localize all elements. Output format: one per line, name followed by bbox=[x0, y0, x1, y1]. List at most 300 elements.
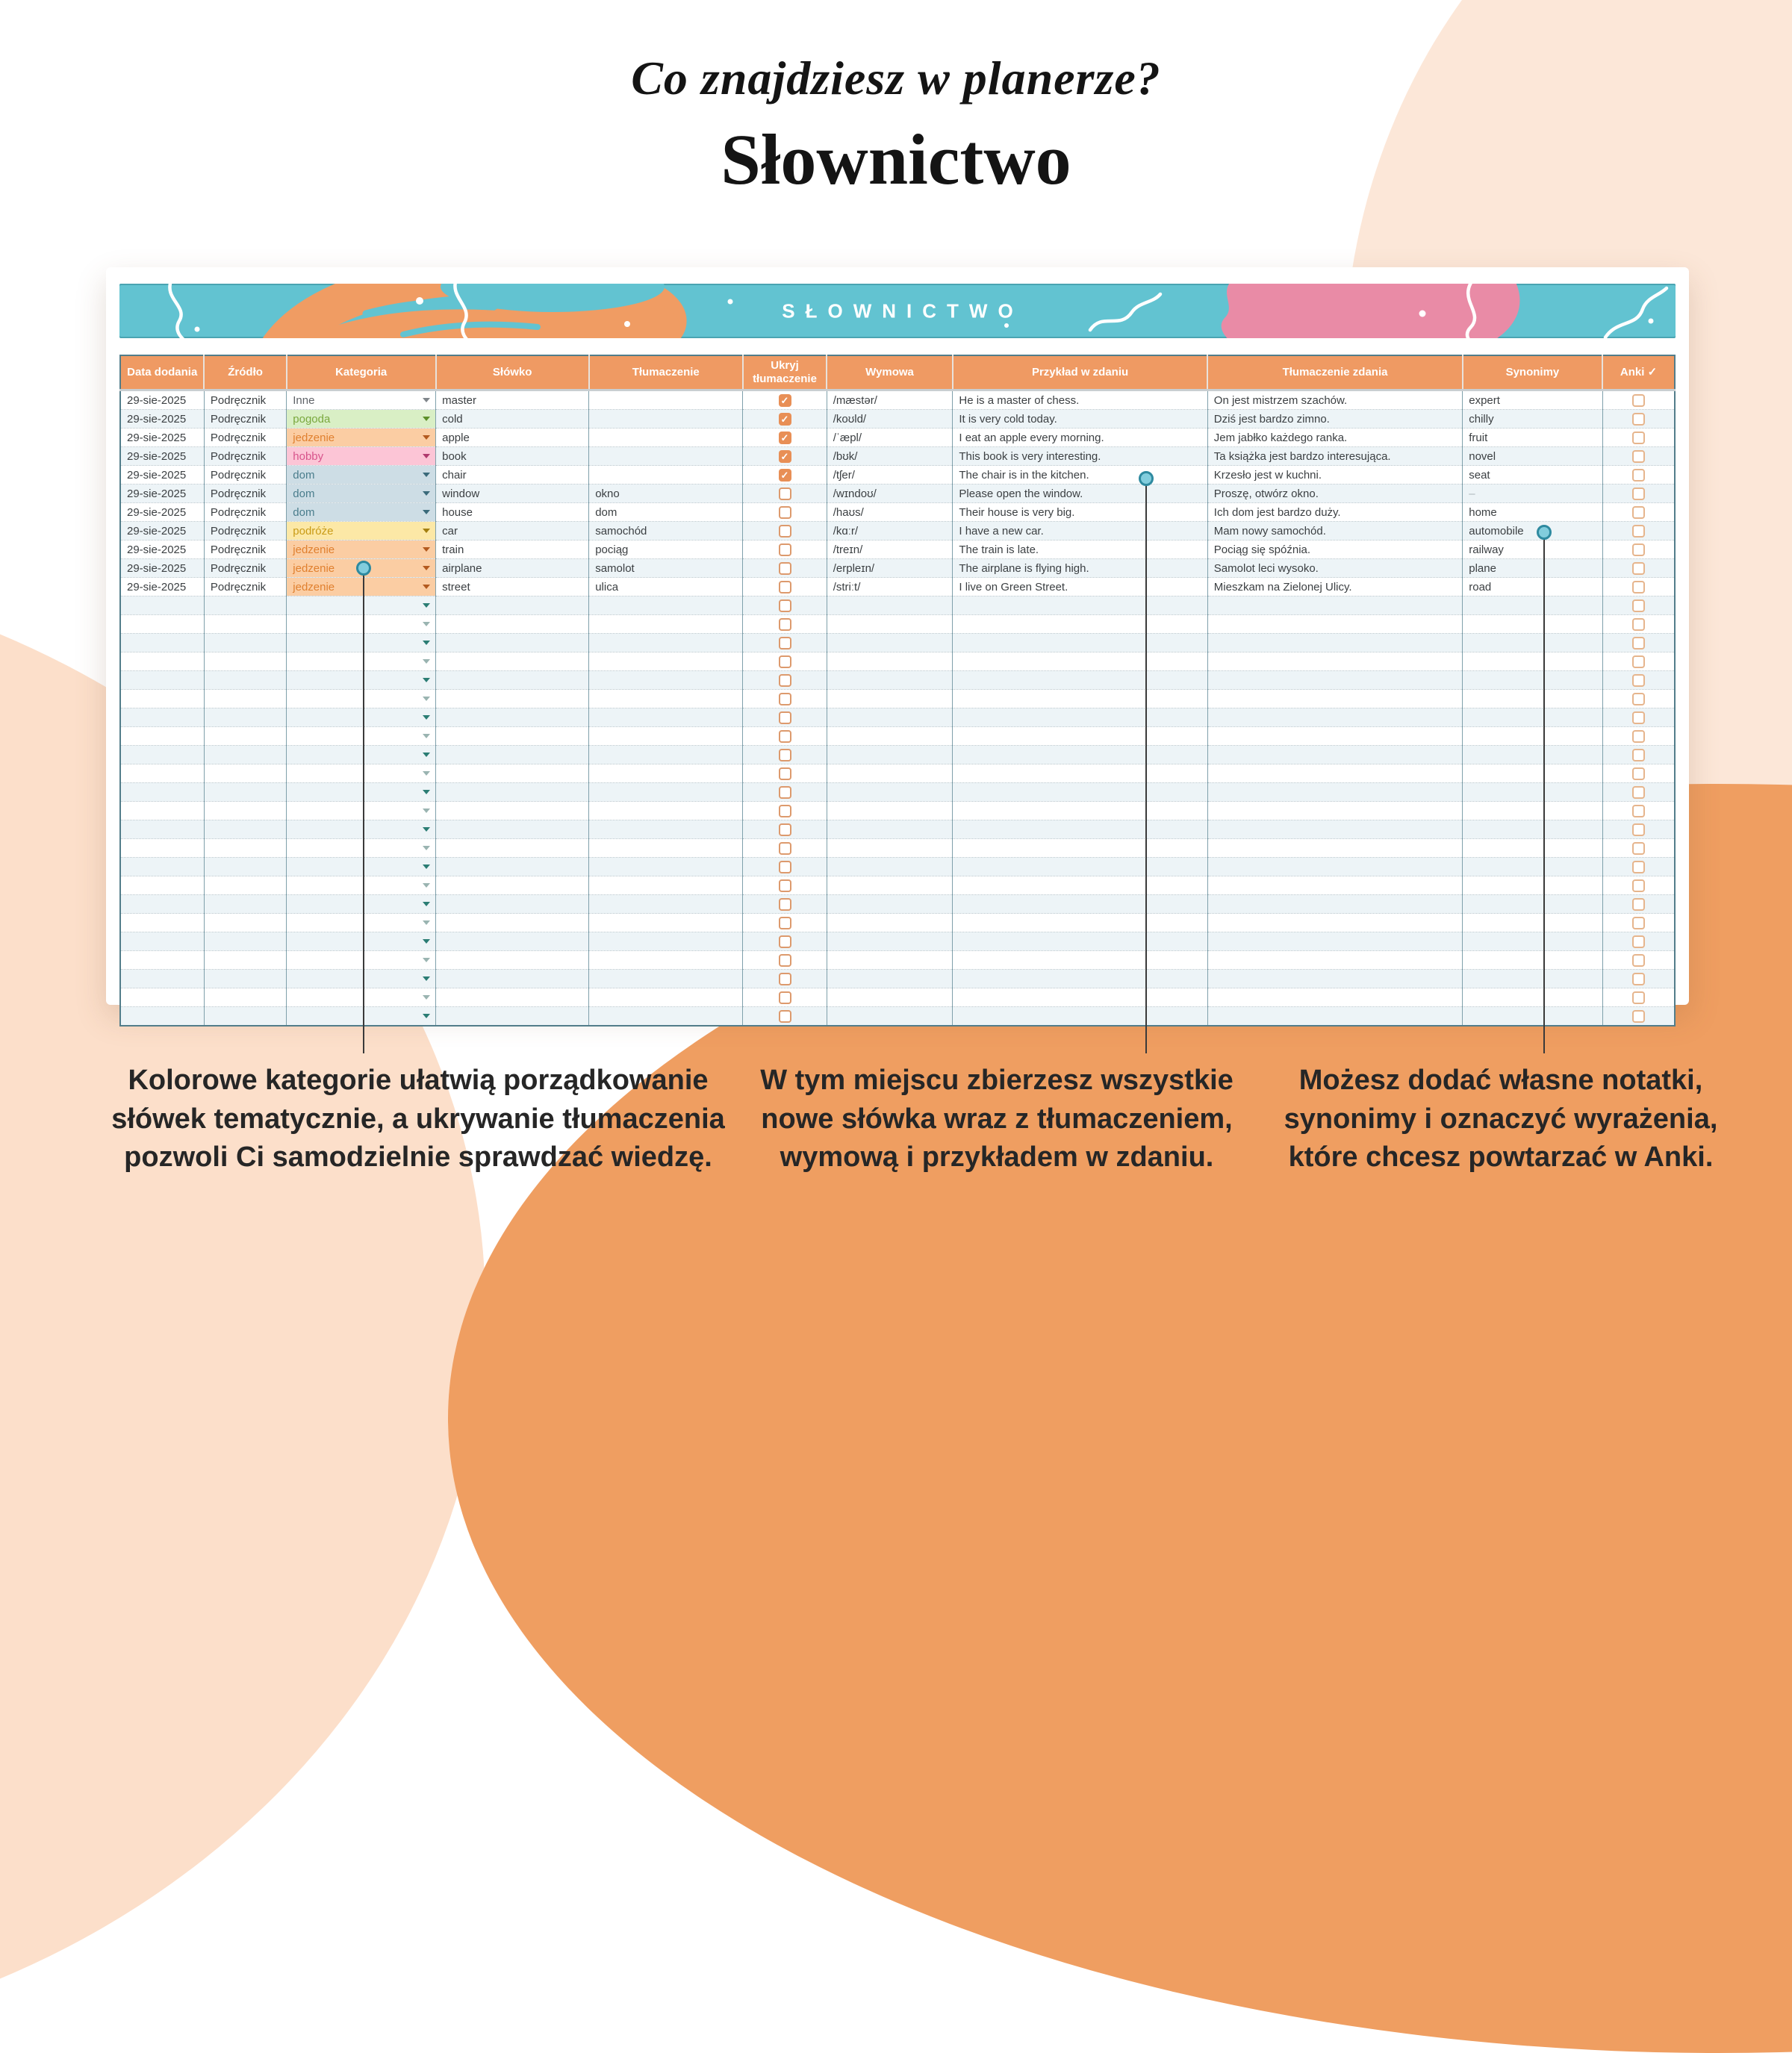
cell-pronunciation[interactable]: /erpleɪn/ bbox=[827, 559, 953, 578]
hide-translation-checkbox[interactable]: ✓ bbox=[779, 394, 791, 407]
cell-translation[interactable] bbox=[589, 764, 743, 783]
cell-synonym[interactable] bbox=[1463, 746, 1602, 764]
cell-pronunciation[interactable]: /ˈæpl/ bbox=[827, 429, 953, 447]
cell-synonym[interactable] bbox=[1463, 858, 1602, 876]
cell-hide-translation[interactable] bbox=[743, 466, 827, 485]
cell-category[interactable] bbox=[287, 578, 436, 596]
cell-hide-translation[interactable] bbox=[743, 895, 827, 914]
cell-example[interactable] bbox=[953, 932, 1207, 951]
cell-category[interactable] bbox=[287, 858, 436, 876]
cell-anki[interactable] bbox=[1602, 708, 1675, 727]
cell-word[interactable] bbox=[436, 783, 589, 802]
cell-anki[interactable] bbox=[1602, 503, 1675, 522]
cell-sentence-translation[interactable]: Dziś jest bardzo zimno. bbox=[1207, 410, 1462, 429]
category-dropdown-arrow-icon[interactable] bbox=[423, 790, 430, 794]
cell-date[interactable]: 29-sie-2025 bbox=[120, 466, 204, 485]
cell-sentence-translation[interactable]: Samolot leci wysoko. bbox=[1207, 559, 1462, 578]
cell-anki[interactable] bbox=[1602, 970, 1675, 988]
category-dropdown-arrow-icon[interactable] bbox=[423, 547, 430, 552]
cell-category[interactable] bbox=[287, 839, 436, 858]
hide-translation-checkbox[interactable] bbox=[779, 637, 791, 649]
cell-word[interactable]: cold bbox=[436, 410, 589, 429]
cell-pronunciation[interactable] bbox=[827, 914, 953, 932]
cell-synonym[interactable] bbox=[1463, 708, 1602, 727]
anki-checkbox[interactable] bbox=[1632, 767, 1645, 780]
cell-source[interactable] bbox=[204, 820, 286, 839]
cell-word[interactable]: airplane bbox=[436, 559, 589, 578]
cell-source[interactable] bbox=[204, 671, 286, 690]
cell-anki[interactable] bbox=[1602, 783, 1675, 802]
cell-pronunciation[interactable] bbox=[827, 708, 953, 727]
cell-pronunciation[interactable] bbox=[827, 858, 953, 876]
cell-source[interactable]: Podręcznik bbox=[204, 447, 286, 466]
cell-source[interactable] bbox=[204, 895, 286, 914]
cell-synonym[interactable] bbox=[1463, 596, 1602, 615]
anki-checkbox[interactable] bbox=[1632, 749, 1645, 761]
cell-source[interactable] bbox=[204, 858, 286, 876]
cell-translation[interactable] bbox=[589, 429, 743, 447]
anki-checkbox[interactable] bbox=[1632, 469, 1645, 482]
cell-category[interactable] bbox=[287, 447, 436, 466]
cell-word[interactable]: car bbox=[436, 522, 589, 540]
category-dropdown-arrow-icon[interactable] bbox=[423, 976, 430, 981]
cell-synonym[interactable] bbox=[1463, 951, 1602, 970]
cell-hide-translation[interactable] bbox=[743, 485, 827, 503]
cell-example[interactable] bbox=[953, 764, 1207, 783]
cell-word[interactable] bbox=[436, 932, 589, 951]
cell-example[interactable] bbox=[953, 970, 1207, 988]
cell-translation[interactable] bbox=[589, 970, 743, 988]
cell-hide-translation[interactable] bbox=[743, 820, 827, 839]
cell-date[interactable] bbox=[120, 764, 204, 783]
cell-synonym[interactable]: plane bbox=[1463, 559, 1602, 578]
cell-hide-translation[interactable] bbox=[743, 746, 827, 764]
cell-hide-translation[interactable] bbox=[743, 708, 827, 727]
cell-sentence-translation[interactable]: Pociąg się spóźnia. bbox=[1207, 540, 1462, 559]
cell-date[interactable] bbox=[120, 634, 204, 652]
cell-example[interactable] bbox=[953, 858, 1207, 876]
cell-date[interactable] bbox=[120, 858, 204, 876]
cell-hide-translation[interactable] bbox=[743, 447, 827, 466]
hide-translation-checkbox[interactable] bbox=[779, 506, 791, 519]
cell-synonym[interactable]: novel bbox=[1463, 447, 1602, 466]
hide-translation-checkbox[interactable] bbox=[779, 487, 791, 500]
cell-source[interactable] bbox=[204, 783, 286, 802]
hide-translation-checkbox[interactable] bbox=[779, 805, 791, 817]
cell-translation[interactable] bbox=[589, 820, 743, 839]
cell-anki[interactable] bbox=[1602, 895, 1675, 914]
cell-source[interactable] bbox=[204, 746, 286, 764]
anki-checkbox[interactable] bbox=[1632, 805, 1645, 817]
cell-pronunciation[interactable] bbox=[827, 596, 953, 615]
cell-hide-translation[interactable] bbox=[743, 802, 827, 820]
cell-category[interactable] bbox=[287, 764, 436, 783]
cell-category[interactable] bbox=[287, 988, 436, 1007]
cell-date[interactable] bbox=[120, 820, 204, 839]
cell-synonym[interactable] bbox=[1463, 914, 1602, 932]
cell-sentence-translation[interactable]: Krzesło jest w kuchni. bbox=[1207, 466, 1462, 485]
cell-translation[interactable] bbox=[589, 596, 743, 615]
cell-sentence-translation[interactable] bbox=[1207, 988, 1462, 1007]
anki-checkbox[interactable] bbox=[1632, 730, 1645, 743]
category-dropdown-arrow-icon[interactable] bbox=[423, 398, 430, 402]
cell-source[interactable] bbox=[204, 839, 286, 858]
cell-category[interactable] bbox=[287, 671, 436, 690]
cell-pronunciation[interactable]: /treɪn/ bbox=[827, 540, 953, 559]
cell-category[interactable] bbox=[287, 410, 436, 429]
cell-date[interactable] bbox=[120, 970, 204, 988]
hide-translation-checkbox[interactable] bbox=[779, 730, 791, 743]
cell-anki[interactable] bbox=[1602, 410, 1675, 429]
cell-source[interactable] bbox=[204, 708, 286, 727]
cell-word[interactable] bbox=[436, 839, 589, 858]
cell-pronunciation[interactable] bbox=[827, 764, 953, 783]
cell-pronunciation[interactable] bbox=[827, 783, 953, 802]
cell-translation[interactable] bbox=[589, 1007, 743, 1026]
cell-date[interactable]: 29-sie-2025 bbox=[120, 410, 204, 429]
cell-word[interactable] bbox=[436, 615, 589, 634]
cell-word[interactable] bbox=[436, 727, 589, 746]
cell-synonym[interactable]: home bbox=[1463, 503, 1602, 522]
cell-source[interactable]: Podręcznik bbox=[204, 429, 286, 447]
cell-synonym[interactable]: road bbox=[1463, 578, 1602, 596]
cell-example[interactable]: Their house is very big. bbox=[953, 503, 1207, 522]
hide-translation-checkbox[interactable] bbox=[779, 693, 791, 705]
cell-sentence-translation[interactable] bbox=[1207, 839, 1462, 858]
cell-synonym[interactable]: – bbox=[1463, 485, 1602, 503]
cell-translation[interactable] bbox=[589, 690, 743, 708]
cell-anki[interactable] bbox=[1602, 429, 1675, 447]
anki-checkbox[interactable] bbox=[1632, 562, 1645, 575]
cell-translation[interactable]: samochód bbox=[589, 522, 743, 540]
category-dropdown-arrow-icon[interactable] bbox=[423, 920, 430, 925]
anki-checkbox[interactable] bbox=[1632, 432, 1645, 444]
cell-date[interactable] bbox=[120, 895, 204, 914]
cell-anki[interactable] bbox=[1602, 652, 1675, 671]
category-dropdown-arrow-icon[interactable] bbox=[423, 491, 430, 496]
cell-translation[interactable]: dom bbox=[589, 503, 743, 522]
cell-source[interactable]: Podręcznik bbox=[204, 522, 286, 540]
cell-synonym[interactable]: chilly bbox=[1463, 410, 1602, 429]
cell-translation[interactable] bbox=[589, 914, 743, 932]
cell-date[interactable] bbox=[120, 727, 204, 746]
cell-hide-translation[interactable] bbox=[743, 410, 827, 429]
cell-word[interactable] bbox=[436, 596, 589, 615]
cell-category[interactable] bbox=[287, 914, 436, 932]
cell-pronunciation[interactable]: /kɑːr/ bbox=[827, 522, 953, 540]
cell-example[interactable] bbox=[953, 820, 1207, 839]
cell-anki[interactable] bbox=[1602, 914, 1675, 932]
category-dropdown-arrow-icon[interactable] bbox=[423, 659, 430, 664]
cell-date[interactable]: 29-sie-2025 bbox=[120, 447, 204, 466]
cell-date[interactable] bbox=[120, 783, 204, 802]
cell-sentence-translation[interactable]: Ich dom jest bardzo duży. bbox=[1207, 503, 1462, 522]
hide-translation-checkbox[interactable]: ✓ bbox=[779, 413, 791, 426]
cell-example[interactable]: It is very cold today. bbox=[953, 410, 1207, 429]
cell-translation[interactable] bbox=[589, 634, 743, 652]
cell-source[interactable]: Podręcznik bbox=[204, 390, 286, 410]
cell-anki[interactable] bbox=[1602, 559, 1675, 578]
cell-word[interactable] bbox=[436, 914, 589, 932]
cell-word[interactable]: apple bbox=[436, 429, 589, 447]
cell-pronunciation[interactable]: /tʃer/ bbox=[827, 466, 953, 485]
cell-translation[interactable] bbox=[589, 746, 743, 764]
cell-example[interactable] bbox=[953, 596, 1207, 615]
cell-hide-translation[interactable] bbox=[743, 839, 827, 858]
category-dropdown-arrow-icon[interactable] bbox=[423, 809, 430, 813]
cell-date[interactable] bbox=[120, 671, 204, 690]
category-dropdown-arrow-icon[interactable] bbox=[423, 417, 430, 421]
cell-synonym[interactable] bbox=[1463, 988, 1602, 1007]
cell-source[interactable]: Podręcznik bbox=[204, 485, 286, 503]
anki-checkbox[interactable] bbox=[1632, 674, 1645, 687]
cell-pronunciation[interactable]: /mæstər/ bbox=[827, 390, 953, 410]
cell-pronunciation[interactable] bbox=[827, 1007, 953, 1026]
cell-translation[interactable]: samolot bbox=[589, 559, 743, 578]
cell-anki[interactable] bbox=[1602, 596, 1675, 615]
cell-source[interactable] bbox=[204, 988, 286, 1007]
cell-anki[interactable] bbox=[1602, 690, 1675, 708]
cell-word[interactable] bbox=[436, 988, 589, 1007]
cell-category[interactable] bbox=[287, 876, 436, 895]
anki-checkbox[interactable] bbox=[1632, 394, 1645, 407]
cell-word[interactable] bbox=[436, 1007, 589, 1026]
cell-synonym[interactable]: fruit bbox=[1463, 429, 1602, 447]
cell-example[interactable]: Please open the window. bbox=[953, 485, 1207, 503]
category-dropdown-arrow-icon[interactable] bbox=[423, 1014, 430, 1018]
cell-word[interactable]: book bbox=[436, 447, 589, 466]
cell-example[interactable] bbox=[953, 876, 1207, 895]
anki-checkbox[interactable] bbox=[1632, 935, 1645, 948]
anki-checkbox[interactable] bbox=[1632, 1010, 1645, 1023]
category-dropdown-arrow-icon[interactable] bbox=[423, 473, 430, 477]
cell-sentence-translation[interactable] bbox=[1207, 895, 1462, 914]
hide-translation-checkbox[interactable] bbox=[779, 599, 791, 612]
hide-translation-checkbox[interactable]: ✓ bbox=[779, 450, 791, 463]
cell-example[interactable] bbox=[953, 1007, 1207, 1026]
anki-checkbox[interactable] bbox=[1632, 711, 1645, 724]
cell-anki[interactable] bbox=[1602, 485, 1675, 503]
category-dropdown-arrow-icon[interactable] bbox=[423, 734, 430, 738]
cell-category[interactable] bbox=[287, 390, 436, 410]
cell-date[interactable] bbox=[120, 802, 204, 820]
cell-sentence-translation[interactable] bbox=[1207, 764, 1462, 783]
cell-anki[interactable] bbox=[1602, 951, 1675, 970]
hide-translation-checkbox[interactable] bbox=[779, 581, 791, 594]
cell-pronunciation[interactable]: /wɪndoʊ/ bbox=[827, 485, 953, 503]
cell-word[interactable] bbox=[436, 671, 589, 690]
anki-checkbox[interactable] bbox=[1632, 842, 1645, 855]
anki-checkbox[interactable] bbox=[1632, 991, 1645, 1004]
cell-pronunciation[interactable]: /striːt/ bbox=[827, 578, 953, 596]
cell-sentence-translation[interactable] bbox=[1207, 858, 1462, 876]
cell-hide-translation[interactable] bbox=[743, 671, 827, 690]
cell-sentence-translation[interactable] bbox=[1207, 615, 1462, 634]
hide-translation-checkbox[interactable] bbox=[779, 749, 791, 761]
anki-checkbox[interactable] bbox=[1632, 581, 1645, 594]
cell-source[interactable]: Podręcznik bbox=[204, 503, 286, 522]
hide-translation-checkbox[interactable] bbox=[779, 898, 791, 911]
cell-source[interactable]: Podręcznik bbox=[204, 559, 286, 578]
cell-anki[interactable] bbox=[1602, 802, 1675, 820]
cell-sentence-translation[interactable] bbox=[1207, 746, 1462, 764]
category-dropdown-arrow-icon[interactable] bbox=[423, 603, 430, 608]
anki-checkbox[interactable] bbox=[1632, 917, 1645, 929]
category-dropdown-arrow-icon[interactable] bbox=[423, 510, 430, 514]
cell-date[interactable]: 29-sie-2025 bbox=[120, 390, 204, 410]
cell-hide-translation[interactable] bbox=[743, 951, 827, 970]
cell-example[interactable] bbox=[953, 708, 1207, 727]
cell-translation[interactable] bbox=[589, 410, 743, 429]
cell-translation[interactable] bbox=[589, 615, 743, 634]
cell-hide-translation[interactable] bbox=[743, 932, 827, 951]
cell-synonym[interactable] bbox=[1463, 652, 1602, 671]
cell-category[interactable] bbox=[287, 596, 436, 615]
category-dropdown-arrow-icon[interactable] bbox=[423, 529, 430, 533]
cell-word[interactable]: master bbox=[436, 390, 589, 410]
hide-translation-checkbox[interactable] bbox=[779, 935, 791, 948]
cell-example[interactable]: I have a new car. bbox=[953, 522, 1207, 540]
cell-anki[interactable] bbox=[1602, 764, 1675, 783]
category-dropdown-arrow-icon[interactable] bbox=[423, 883, 430, 888]
cell-sentence-translation[interactable]: Proszę, otwórz okno. bbox=[1207, 485, 1462, 503]
cell-hide-translation[interactable] bbox=[743, 764, 827, 783]
cell-source[interactable] bbox=[204, 970, 286, 988]
cell-example[interactable] bbox=[953, 839, 1207, 858]
cell-date[interactable] bbox=[120, 708, 204, 727]
cell-sentence-translation[interactable] bbox=[1207, 1007, 1462, 1026]
cell-word[interactable] bbox=[436, 746, 589, 764]
cell-source[interactable] bbox=[204, 914, 286, 932]
anki-checkbox[interactable] bbox=[1632, 693, 1645, 705]
cell-translation[interactable] bbox=[589, 466, 743, 485]
cell-translation[interactable] bbox=[589, 802, 743, 820]
hide-translation-checkbox[interactable] bbox=[779, 973, 791, 985]
cell-synonym[interactable] bbox=[1463, 690, 1602, 708]
cell-word[interactable] bbox=[436, 634, 589, 652]
cell-example[interactable]: This book is very interesting. bbox=[953, 447, 1207, 466]
cell-anki[interactable] bbox=[1602, 578, 1675, 596]
cell-anki[interactable] bbox=[1602, 1007, 1675, 1026]
cell-synonym[interactable] bbox=[1463, 615, 1602, 634]
cell-category[interactable] bbox=[287, 429, 436, 447]
category-dropdown-arrow-icon[interactable] bbox=[423, 678, 430, 682]
hide-translation-checkbox[interactable] bbox=[779, 879, 791, 892]
cell-example[interactable] bbox=[953, 951, 1207, 970]
cell-example[interactable] bbox=[953, 895, 1207, 914]
cell-example[interactable] bbox=[953, 727, 1207, 746]
cell-word[interactable] bbox=[436, 895, 589, 914]
cell-category[interactable] bbox=[287, 540, 436, 559]
cell-category[interactable] bbox=[287, 1007, 436, 1026]
anki-checkbox[interactable] bbox=[1632, 655, 1645, 668]
cell-example[interactable]: I live on Green Street. bbox=[953, 578, 1207, 596]
cell-category[interactable] bbox=[287, 820, 436, 839]
hide-translation-checkbox[interactable]: ✓ bbox=[779, 432, 791, 444]
hide-translation-checkbox[interactable] bbox=[779, 823, 791, 836]
cell-anki[interactable] bbox=[1602, 466, 1675, 485]
cell-source[interactable] bbox=[204, 634, 286, 652]
cell-date[interactable]: 29-sie-2025 bbox=[120, 503, 204, 522]
cell-word[interactable] bbox=[436, 802, 589, 820]
category-dropdown-arrow-icon[interactable] bbox=[423, 846, 430, 850]
cell-synonym[interactable] bbox=[1463, 802, 1602, 820]
cell-example[interactable] bbox=[953, 615, 1207, 634]
cell-anki[interactable] bbox=[1602, 820, 1675, 839]
cell-category[interactable] bbox=[287, 708, 436, 727]
cell-translation[interactable] bbox=[589, 876, 743, 895]
cell-source[interactable] bbox=[204, 932, 286, 951]
cell-hide-translation[interactable] bbox=[743, 503, 827, 522]
cell-source[interactable] bbox=[204, 1007, 286, 1026]
cell-sentence-translation[interactable] bbox=[1207, 690, 1462, 708]
hide-translation-checkbox[interactable] bbox=[779, 767, 791, 780]
cell-hide-translation[interactable] bbox=[743, 596, 827, 615]
cell-translation[interactable] bbox=[589, 390, 743, 410]
cell-anki[interactable] bbox=[1602, 447, 1675, 466]
cell-pronunciation[interactable] bbox=[827, 634, 953, 652]
cell-hide-translation[interactable] bbox=[743, 390, 827, 410]
cell-anki[interactable] bbox=[1602, 839, 1675, 858]
cell-sentence-translation[interactable] bbox=[1207, 652, 1462, 671]
cell-example[interactable] bbox=[953, 690, 1207, 708]
cell-pronunciation[interactable]: /bʊk/ bbox=[827, 447, 953, 466]
cell-hide-translation[interactable] bbox=[743, 1007, 827, 1026]
cell-date[interactable]: 29-sie-2025 bbox=[120, 522, 204, 540]
cell-word[interactable]: window bbox=[436, 485, 589, 503]
cell-date[interactable] bbox=[120, 1007, 204, 1026]
cell-sentence-translation[interactable] bbox=[1207, 727, 1462, 746]
hide-translation-checkbox[interactable] bbox=[779, 674, 791, 687]
cell-hide-translation[interactable] bbox=[743, 578, 827, 596]
cell-hide-translation[interactable] bbox=[743, 429, 827, 447]
cell-category[interactable] bbox=[287, 485, 436, 503]
cell-pronunciation[interactable] bbox=[827, 951, 953, 970]
category-dropdown-arrow-icon[interactable] bbox=[423, 995, 430, 1000]
cell-example[interactable] bbox=[953, 671, 1207, 690]
hide-translation-checkbox[interactable] bbox=[779, 655, 791, 668]
cell-word[interactable] bbox=[436, 876, 589, 895]
cell-synonym[interactable]: seat bbox=[1463, 466, 1602, 485]
cell-word[interactable]: house bbox=[436, 503, 589, 522]
anki-checkbox[interactable] bbox=[1632, 879, 1645, 892]
cell-translation[interactable] bbox=[589, 708, 743, 727]
cell-word[interactable]: street bbox=[436, 578, 589, 596]
cell-date[interactable] bbox=[120, 914, 204, 932]
cell-translation[interactable] bbox=[589, 652, 743, 671]
cell-translation[interactable] bbox=[589, 671, 743, 690]
anki-checkbox[interactable] bbox=[1632, 973, 1645, 985]
cell-pronunciation[interactable]: /koʊld/ bbox=[827, 410, 953, 429]
cell-synonym[interactable] bbox=[1463, 1007, 1602, 1026]
cell-pronunciation[interactable] bbox=[827, 839, 953, 858]
cell-category[interactable] bbox=[287, 727, 436, 746]
hide-translation-checkbox[interactable] bbox=[779, 711, 791, 724]
cell-word[interactable]: chair bbox=[436, 466, 589, 485]
cell-category[interactable] bbox=[287, 970, 436, 988]
cell-pronunciation[interactable] bbox=[827, 988, 953, 1007]
cell-word[interactable] bbox=[436, 951, 589, 970]
cell-synonym[interactable] bbox=[1463, 634, 1602, 652]
cell-source[interactable] bbox=[204, 876, 286, 895]
cell-anki[interactable] bbox=[1602, 634, 1675, 652]
cell-pronunciation[interactable] bbox=[827, 652, 953, 671]
cell-source[interactable] bbox=[204, 652, 286, 671]
cell-category[interactable] bbox=[287, 932, 436, 951]
cell-anki[interactable] bbox=[1602, 522, 1675, 540]
hide-translation-checkbox[interactable] bbox=[779, 861, 791, 873]
cell-pronunciation[interactable] bbox=[827, 895, 953, 914]
